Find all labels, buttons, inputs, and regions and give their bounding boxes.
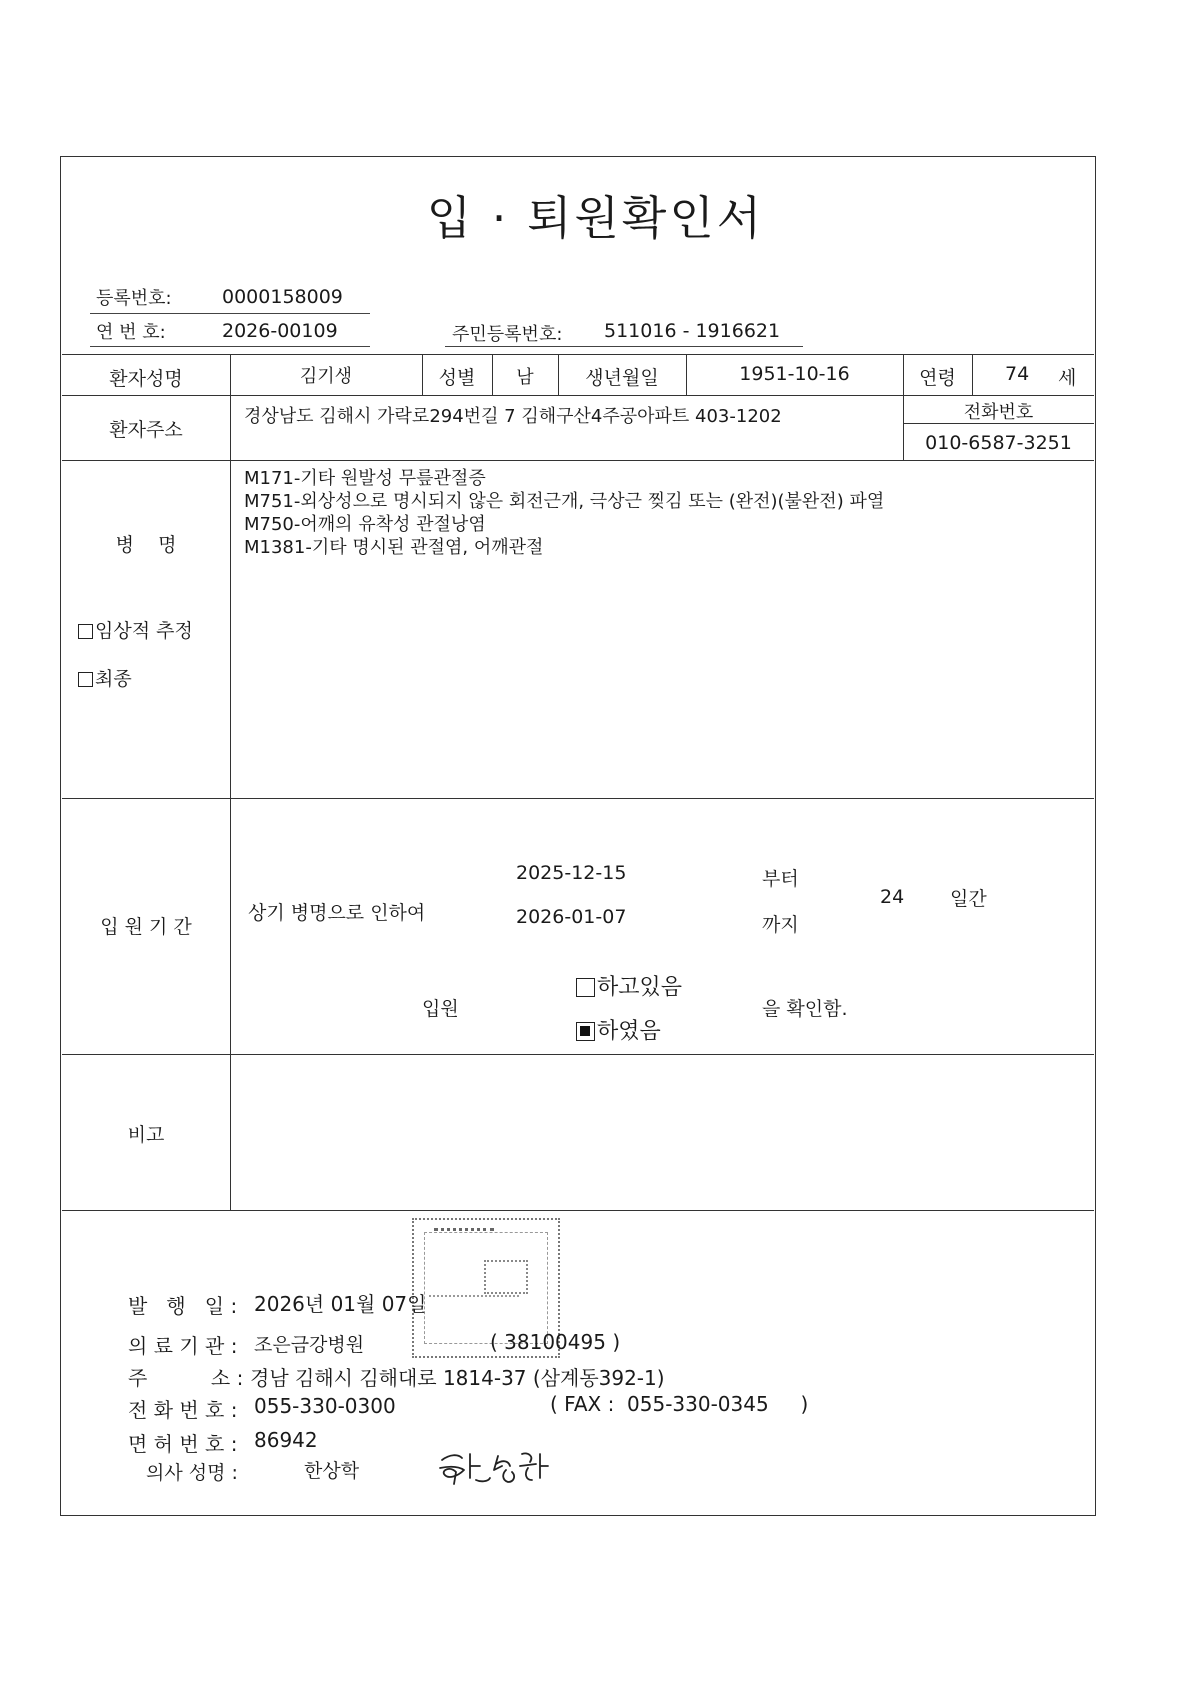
hospital-address-label: 주 소 : [128, 1366, 244, 1390]
sex-value: 남 [516, 367, 534, 388]
reg-number-value: 0000158009 [222, 286, 343, 308]
done-label: 하였음 [597, 1019, 661, 1044]
hospital-address-value: 경남 김해시 김해대로 1814-37 (삼계동392-1) [250, 1366, 665, 1390]
row-line-2 [62, 460, 1094, 461]
row-line-1 [62, 395, 1094, 396]
document-title: 입 · 퇴원확인서 [426, 191, 765, 245]
seal-mark [434, 1228, 494, 1245]
dob-label: 생년월일 [585, 367, 659, 389]
ongoing-label: 하고있음 [597, 975, 683, 1000]
clinical-estimate-label: 임상적 추정 [95, 620, 193, 642]
doctor-signature [436, 1444, 566, 1490]
address-label: 환자주소 [109, 419, 183, 441]
confirm-text: 을 확인함. [762, 998, 848, 1020]
patient-name-label: 환자성명 [109, 368, 183, 390]
final-option [78, 664, 132, 691]
to-label: 까지 [762, 914, 799, 936]
admission-reason: 상기 병명으로 인하여 [248, 902, 426, 924]
admission-period-label: 입 원 기 간 [100, 916, 192, 938]
hospital-phone-value: 055-330-0300 [254, 1394, 396, 1418]
ongoing-checkbox[interactable] [576, 978, 595, 997]
patient-name-value: 김기생 [299, 366, 353, 387]
hospital-phone-label: 전 화 번 호 : [128, 1398, 238, 1422]
label-column-line [230, 354, 231, 1210]
dob-value: 1951-10-16 [739, 363, 850, 385]
ongoing-option [576, 970, 682, 1001]
clinical-estimate-checkbox[interactable] [78, 624, 93, 639]
row-line-4 [62, 1054, 1094, 1055]
hospital-code: ( 38100495 ) [490, 1330, 621, 1354]
diagnosis-item: M171-기타 원발성 무릎관절증 [244, 468, 486, 489]
license-label: 면 허 번 호 : [128, 1432, 238, 1456]
diagnosis-label: 병 명 [115, 534, 177, 556]
issue-date-label: 발 행 일 : [128, 1294, 238, 1318]
rrn-label: 주민등록번호: [452, 324, 563, 345]
row-line-3 [62, 798, 1094, 799]
reg-number-label: 등록번호: [96, 288, 172, 309]
age-col-line-2 [972, 354, 973, 395]
done-checkbox[interactable] [576, 1022, 595, 1041]
diagnosis-item: M1381-기타 명시된 관절염, 어깨관절 [244, 537, 544, 558]
serial-number-value: 2026-00109 [222, 320, 338, 342]
age-unit: 세 [1058, 367, 1077, 389]
admission-end-date: 2026-01-07 [516, 906, 627, 928]
diagnosis-item: M751-외상성으로 명시되지 않은 회전근개, 극상근 찢김 또는 (완전)(불완전) 파열 [244, 491, 885, 512]
diagnosis-item: M750-어깨의 유착성 관절낭염 [244, 514, 486, 535]
phone-value: 010-6587-3251 [925, 432, 1072, 454]
doctor-name: 한상학 [304, 1460, 360, 1482]
age-label: 연령 [919, 367, 956, 389]
seal-mark [429, 1295, 519, 1297]
hospital-label: 의 료 기 관 : [128, 1334, 238, 1358]
address-value: 경상남도 김해시 가락로294번길 7 김해구산4주공아파트 403-1202 [244, 406, 782, 427]
clinical-estimate-option [78, 616, 193, 643]
table-top-line [62, 354, 1094, 355]
days-unit: 일간 [950, 888, 987, 910]
remarks-label: 비고 [127, 1124, 165, 1146]
done-option [576, 1014, 661, 1045]
hospital-fax: ( FAX : 055-330-0345 ) [550, 1392, 809, 1416]
phone-label: 전화번호 [963, 402, 1034, 423]
issue-date-value: 2026년 01월 07일 [254, 1292, 427, 1316]
sex-label: 성별 [438, 367, 476, 389]
serial-number-label: 연 번 호: [96, 322, 166, 343]
final-label: 최종 [95, 668, 132, 690]
from-label: 부터 [762, 868, 799, 890]
hospital-name: 조은금강병원 [254, 1334, 365, 1356]
final-checkbox[interactable] [78, 672, 93, 687]
admission-start-date: 2025-12-15 [516, 862, 627, 884]
rrn-value: 511016 - 1916621 [604, 320, 781, 342]
row-line-5 [62, 1210, 1094, 1211]
seal-mark [484, 1260, 528, 1294]
admission-days: 24 [880, 886, 905, 908]
license-value: 86942 [254, 1428, 318, 1452]
doctor-label: 의사 성명 : [146, 1462, 238, 1484]
age-value: 74 [1005, 363, 1030, 385]
admit-label: 입원 [422, 998, 459, 1020]
